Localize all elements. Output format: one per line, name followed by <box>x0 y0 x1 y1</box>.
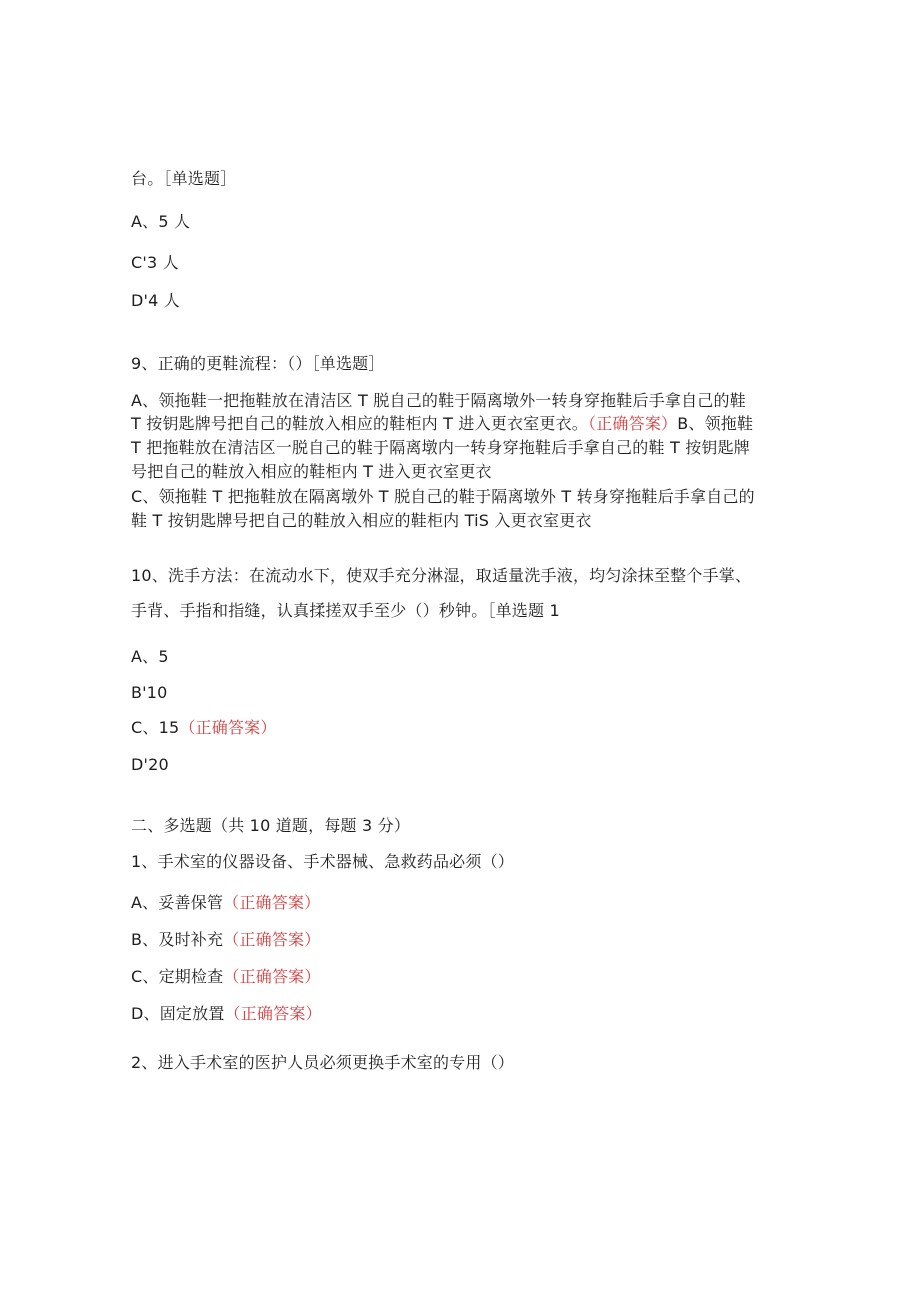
question-10-stem-line-1: 10、洗手方法：在流动水下，使双手充分淋湿，取适量洗手液，均匀涂抹至整个手掌、 <box>131 566 752 585</box>
question-10-option-c <box>131 717 277 739</box>
question-9-line-2 <box>131 413 753 435</box>
option-a-correct-tag: （正确答案） <box>223 893 321 912</box>
question-10-option-a: A、5 <box>131 647 169 666</box>
question-8-option-d: D'4 人 <box>131 291 180 310</box>
question-9-line-5: C、领拖鞋 T 把拖鞋放在隔离墩外 T 脱自己的鞋于隔离墩外 T 转身穿拖鞋后手拿自己的 <box>131 487 755 506</box>
option-a-label: A、妥善保管 <box>131 893 224 912</box>
option-d-label: D、固定放置 <box>131 1004 225 1023</box>
question-9-line-6: 鞋 T 按钥匙牌号把自己的鞋放入相应的鞋柜内 TiS 入更衣室更衣 <box>131 511 592 530</box>
multi-question-1-option-b <box>131 929 320 951</box>
question-8-option-c: C'3 人 <box>131 253 179 272</box>
question-10-stem-line-2: 手背、手指和指缝，认真揉搓双手至少（）秒钟。［单选题 1 <box>131 601 560 620</box>
question-9-line-1: A、领拖鞋一把拖鞋放在清洁区 T 脱自己的鞋于隔离墩外一转身穿拖鞋后手拿自己的鞋 <box>131 391 746 410</box>
question-8-option-a: A、5 人 <box>131 212 191 231</box>
multi-question-1-stem: 1、手术室的仪器设备、手术器械、急救药品必须（） <box>131 852 514 871</box>
option-c-label: C、定期检查 <box>131 967 224 986</box>
question-10-correct-tag: （正确答案） <box>179 718 277 737</box>
question-10-option-d: D'20 <box>131 755 169 774</box>
option-b-label: B、及时补充 <box>131 930 224 949</box>
question-10-option-b: B'10 <box>131 683 168 702</box>
option-c-correct-tag: （正确答案） <box>223 967 321 986</box>
multi-question-2-stem: 2、进入手术室的医护人员必须更换手术室的专用（） <box>131 1053 514 1072</box>
question-9-option-a-end: T 按钥匙牌号把自己的鞋放入相应的鞋柜内 T 进入更衣室更衣。 <box>131 414 589 433</box>
question-9-correct-tag: （正确答案） <box>588 414 678 433</box>
question-10-option-c-label: C、15 <box>131 718 180 737</box>
multi-question-1-option-a <box>131 892 320 914</box>
question-9-line-4: 号把自己的鞋放入相应的鞋柜内 T 进入更衣室更衣 <box>131 462 492 481</box>
question-8-stem-tail: 台。［单选题］ <box>131 169 237 188</box>
question-9-stem: 9、正确的更鞋流程：（）［单选题］ <box>131 354 385 373</box>
multi-question-1-option-d <box>131 1003 322 1025</box>
question-9-option-b-start: B、领拖鞋 <box>677 414 754 433</box>
option-b-correct-tag: （正确答案） <box>223 930 321 949</box>
option-d-correct-tag: （正确答案） <box>224 1004 322 1023</box>
section-2-heading: 二、多选题（共 10 道题，每题 3 分） <box>131 816 411 835</box>
multi-question-1-option-c <box>131 966 321 988</box>
question-9-line-3: T 把拖鞋放在清洁区一脱自己的鞋于隔离墩内一转身穿拖鞋后手拿自己的鞋 T 按钥匙牌 <box>131 438 751 457</box>
